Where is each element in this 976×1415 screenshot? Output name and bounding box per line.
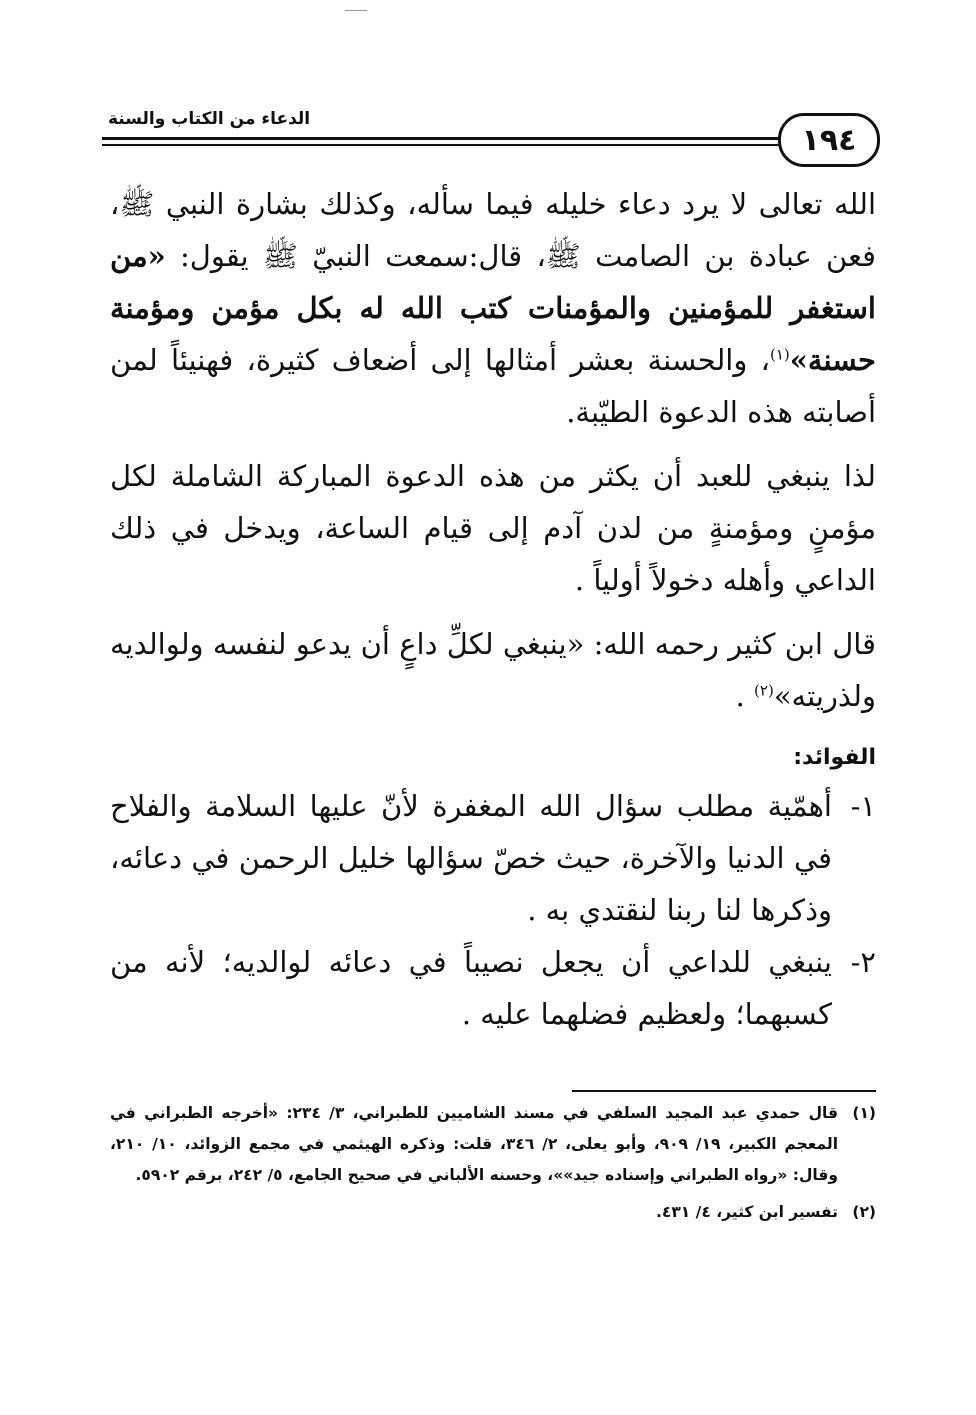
paragraph-text: ، والحسنة بعشر أمثالها إلى أضعاف كثيرة، فهنيئاً لمن أصابته هذه الدعوة الطيّبة.: [110, 343, 876, 429]
list-item-text: أهمّية مطلب سؤال الله المغفرة لأنّ عليها السلامة والفلاح في الدنيا والآخرة، حيث خصّ سؤالها خليل الرحمن في دعائه، وذكرها لنا ربنا لنقتدي به .: [110, 789, 832, 927]
page-number: ١٩٤: [778, 113, 880, 167]
section-heading: الفوائد:: [793, 745, 876, 770]
paragraph-text: الله تعالى لا يرد دعاء خليله فيما سأله، وكذلك بشارة النبي ﷺ، فعن عبادة بن الصامت ﷺ، قال:سمعت النبيّ ﷺ يقول:: [110, 187, 876, 273]
list-item: [110, 780, 876, 936]
page-header: [102, 105, 880, 167]
main-text: [110, 178, 876, 1040]
footnote-text: قال حمدي عبد المجيد السلفي في مسند الشاميين للطبراني، ٣/ ٢٣٤: «أخرجه الطبراني في المعجم الكبير، ١٩/ ٩٠٩، وأبو يعلى، ٢/ ٣٤٦، قلت: وذكره الهيثمي في مجمع الزوائد، ١٠/ ٢١٠، وقال: «رواه الطبراني وإسناده جيد»»، وحسنه الألباني في صحيح الجامع، ٥/ ٢٤٢، برقم ٥٩٠٢.: [110, 1104, 839, 1184]
footnote-ref: (٢): [754, 681, 774, 700]
list-item: [110, 936, 876, 1040]
hadith-quote: «من استغفر للمؤمنين والمؤمنات كتب الله له بكل مؤمن ومؤمنة حسنة»: [110, 239, 876, 377]
running-title: الدعاء من الكتاب والسنة: [108, 109, 311, 129]
list-number: ٢-: [850, 945, 876, 979]
top-mark: [345, 10, 367, 11]
footnote-separator: [572, 1090, 876, 1092]
footnote: [110, 1197, 876, 1228]
list-item-text: ينبغي للداعي أن يجعل نصيباً في دعائه لوالديه؛ لأنه من كسبهما؛ ولعظيم فضلهما عليه .: [110, 945, 832, 1031]
paragraph-text: .: [735, 679, 755, 713]
header-rule: [102, 137, 820, 140]
list-number: ١-: [850, 789, 876, 823]
paragraph-text: لذا ينبغي للعبد أن يكثر من هذه الدعوة المباركة الشاملة لكل مؤمنٍ ومؤمنةٍ من لدن آدم إلى قيام الساعة، ويدخل في ذلك الداعي وأهله دخولاً أولياً .: [110, 459, 876, 597]
header-rule: [102, 144, 820, 146]
paragraph-text: قال ابن كثير رحمه الله: «ينبغي لكلِّ داعٍ أن يدعو لنفسه ولوالديه ولذريته»: [110, 627, 876, 713]
paragraph: [110, 450, 876, 606]
footnote: [110, 1098, 876, 1191]
paragraph: [110, 618, 876, 722]
footnotes: [110, 1098, 876, 1228]
footnote-number: (٢): [852, 1203, 876, 1221]
footnote-text: تفسير ابن كثير، ٤/ ٤٣١.: [656, 1203, 838, 1221]
footnote-ref: (١): [769, 345, 790, 364]
paragraph: [110, 178, 876, 438]
footnote-number: (١): [852, 1104, 876, 1122]
